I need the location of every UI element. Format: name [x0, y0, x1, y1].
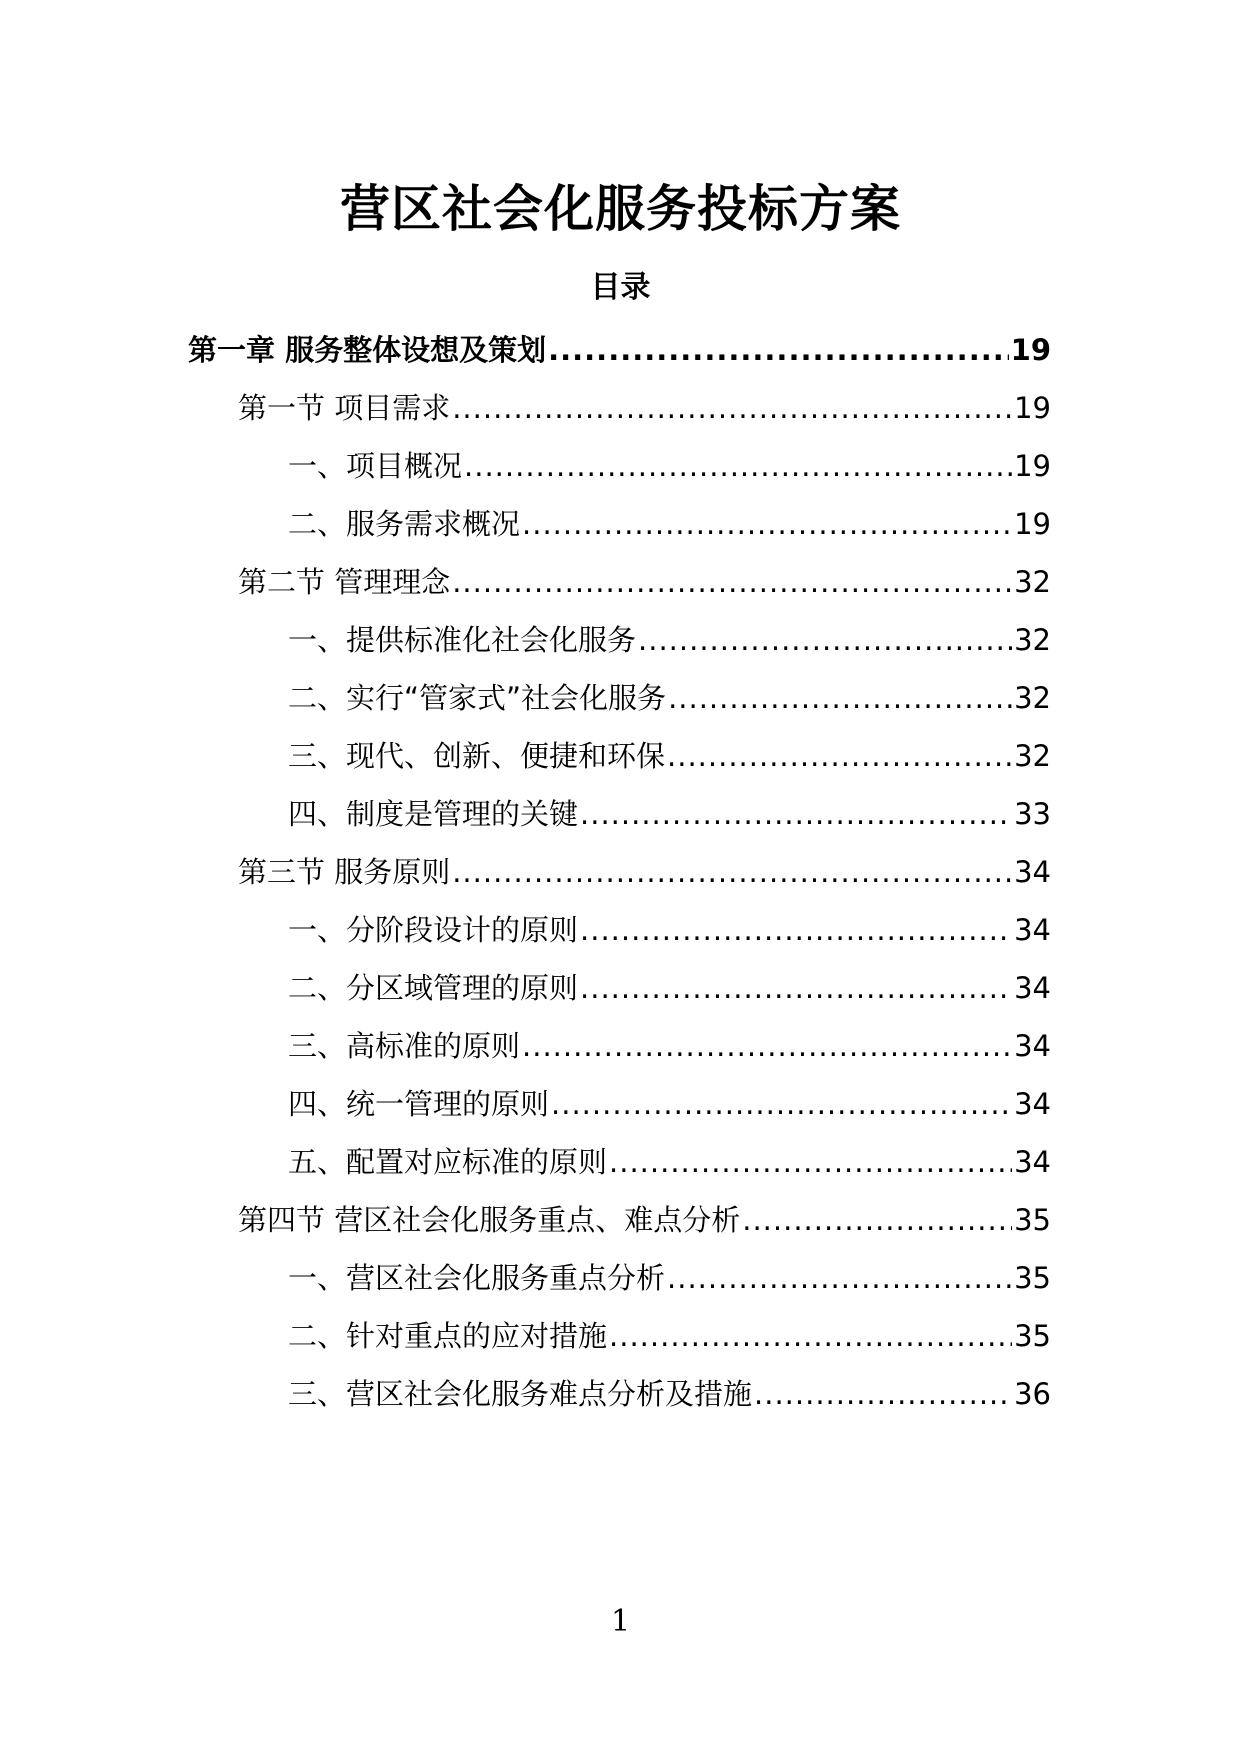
toc-entry-page: 35: [1014, 1319, 1051, 1353]
toc-entry-label: 二、实行“管家式”社会化服务: [288, 681, 667, 715]
toc-entry-page: 34: [1014, 1087, 1051, 1121]
toc-entry-item[interactable]: [288, 794, 1051, 834]
toc-dot-leader: [668, 678, 1012, 718]
toc-entry-label: 三、高标准的原则: [288, 1029, 521, 1063]
toc-dot-leader: [667, 736, 1012, 776]
toc-dot-leader: [667, 1258, 1012, 1298]
toc-dot-leader: [754, 1374, 1012, 1414]
toc-entry-page: 32: [1014, 623, 1051, 657]
toc-entry-item[interactable]: [288, 620, 1051, 660]
toc-dot-leader: [464, 446, 1012, 486]
toc-entry-item[interactable]: [288, 1258, 1051, 1298]
toc-entry-label: 四、统一管理的原则: [288, 1087, 550, 1121]
toc-entry-page: 19: [1010, 333, 1051, 367]
toc-entry-label: 一、提供标准化社会化服务: [288, 623, 637, 657]
toc-entry-item[interactable]: [288, 1316, 1051, 1356]
toc-entry-page: 36: [1014, 1377, 1051, 1411]
toc-dot-leader: [580, 794, 1012, 834]
toc-entry-chapter-1[interactable]: [188, 330, 1051, 370]
toc-entry-section-3[interactable]: [238, 852, 1051, 892]
toc-entry-page: 34: [1014, 1145, 1051, 1179]
toc-entry-page: 34: [1014, 913, 1051, 947]
toc-entry-label: 一、分阶段设计的原则: [288, 913, 579, 947]
toc-dot-leader: [742, 1200, 1012, 1240]
toc-entry-label: 二、分区域管理的原则: [288, 971, 579, 1005]
toc-entry-page: 35: [1014, 1203, 1051, 1237]
toc-entry-item[interactable]: [288, 736, 1051, 776]
toc-entry-page: 32: [1014, 739, 1051, 773]
toc-entry-page: 32: [1014, 565, 1051, 599]
toc-entry-label: 第三节 服务原则: [238, 855, 451, 889]
toc-dot-leader: [580, 968, 1012, 1008]
toc-entry-page: 34: [1014, 1029, 1051, 1063]
toc-entry-label: 第四节 营区社会化服务重点、难点分析: [238, 1203, 741, 1237]
toc-entry-item[interactable]: [288, 504, 1051, 544]
toc-entry-label: 第一节 项目需求: [238, 391, 451, 425]
toc-entry-label: 一、营区社会化服务重点分析: [288, 1261, 666, 1295]
toc-dot-leader: [580, 910, 1012, 950]
document-title: 营区社会化服务投标方案: [340, 180, 901, 238]
toc-dot-leader: [452, 388, 1012, 428]
toc-dot-leader: [609, 1316, 1012, 1356]
toc-dot-leader: [522, 504, 1012, 544]
toc-entry-label: 二、服务需求概况: [288, 507, 521, 541]
page-number: 1: [610, 1604, 631, 1639]
toc-heading: 目录: [590, 270, 651, 305]
toc-entry-page: 35: [1014, 1261, 1051, 1295]
toc-entry-item[interactable]: [288, 968, 1051, 1008]
toc-entry-item[interactable]: [288, 1142, 1051, 1182]
toc-dot-leader: [551, 1084, 1012, 1124]
toc-entry-item[interactable]: [288, 1374, 1051, 1414]
toc-entry-label: 二、针对重点的应对措施: [288, 1319, 608, 1353]
toc-dot-leader: [452, 852, 1012, 892]
toc-entry-label: 第一章 服务整体设想及策划: [188, 333, 547, 367]
toc-entry-item[interactable]: [288, 910, 1051, 950]
toc-entry-page: 33: [1014, 797, 1051, 831]
toc-entry-section-1[interactable]: [238, 388, 1051, 428]
toc-entry-label: 三、营区社会化服务难点分析及措施: [288, 1377, 753, 1411]
toc-dot-leader: [452, 562, 1012, 602]
toc-entry-label: 三、现代、创新、便捷和环保: [288, 739, 666, 773]
toc-entry-page: 34: [1014, 855, 1051, 889]
toc-dot-leader: [638, 620, 1012, 660]
toc-entry-page: 19: [1014, 391, 1051, 425]
toc-entry-label: 五、配置对应标准的原则: [288, 1145, 608, 1179]
toc-dot-leader: [548, 330, 1009, 370]
toc-entry-section-4[interactable]: [238, 1200, 1051, 1240]
toc-entry-page: 32: [1014, 681, 1051, 715]
toc-entry-section-2[interactable]: [238, 562, 1051, 602]
toc-entry-page: 19: [1014, 449, 1051, 483]
toc-entry-item[interactable]: [288, 1026, 1051, 1066]
toc-entry-page: 34: [1014, 971, 1051, 1005]
toc-entry-label: 一、项目概况: [288, 449, 463, 483]
toc-entry-label: 第二节 管理理念: [238, 565, 451, 599]
toc-dot-leader: [522, 1026, 1012, 1066]
toc-entry-item[interactable]: [288, 678, 1051, 718]
toc-entry-page: 19: [1014, 507, 1051, 541]
toc-entry-item[interactable]: [288, 1084, 1051, 1124]
toc-entry-label: 四、制度是管理的关键: [288, 797, 579, 831]
toc-entry-item[interactable]: [288, 446, 1051, 486]
toc-dot-leader: [609, 1142, 1012, 1182]
